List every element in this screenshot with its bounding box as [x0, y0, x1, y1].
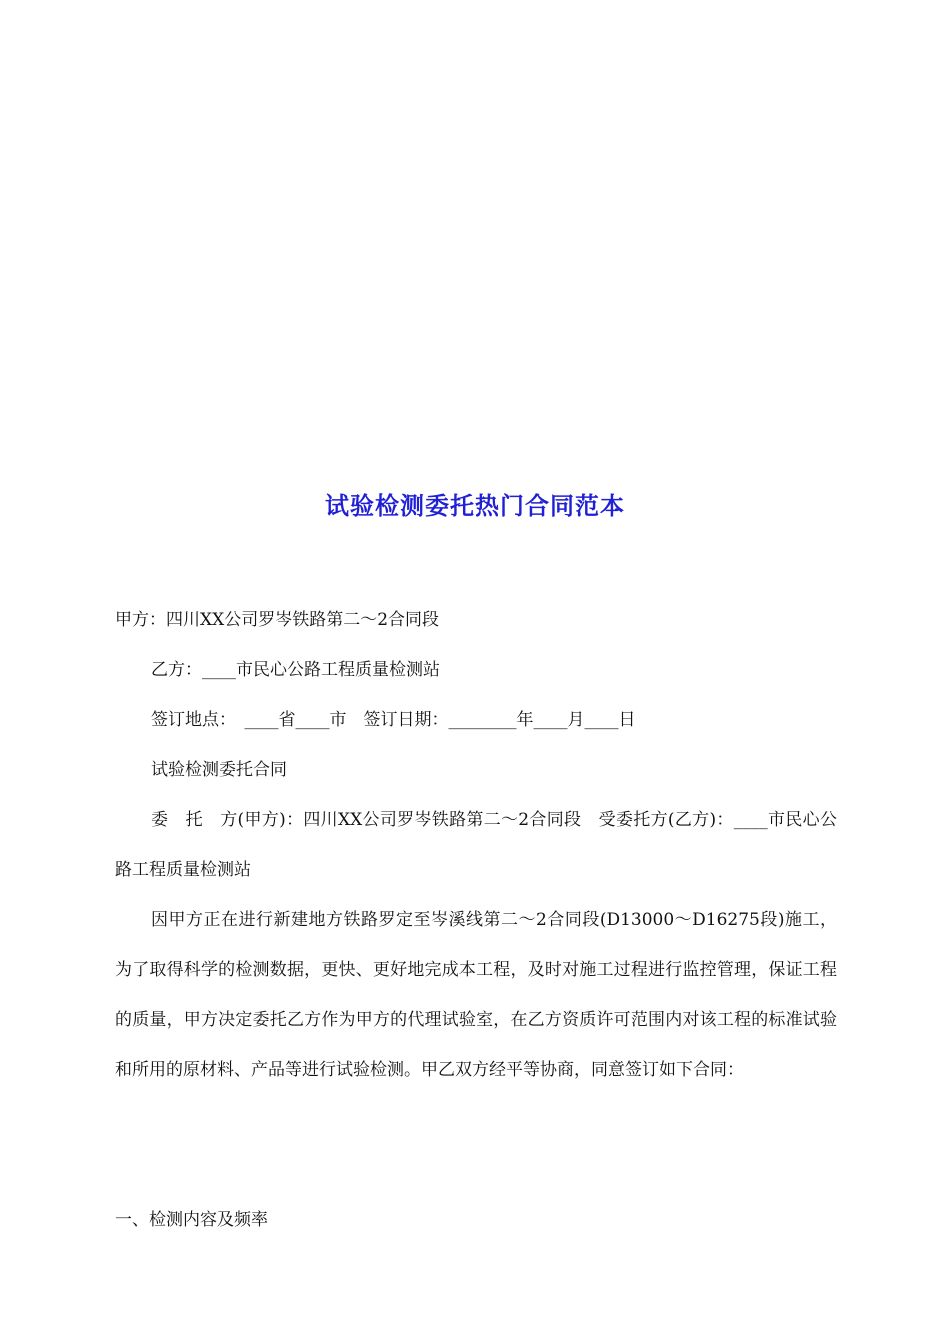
body-paragraph: 因甲方正在进行新建地方铁路罗定至岑溪线第二～2合同段(D13000～D16275段)施工，为了取得科学的检测数据，更快、更好地完成本工程，及时对施工过程进行监控管理，保证工程的质量，甲方决定委托乙方作为甲方的代理试验室，在乙方资质许可范围内对该工程的标准试验和所用的原材料、产品等进行试验检测。甲乙双方经平等协商，同意签订如下合同：	[115, 910, 837, 1080]
party-b-line: 乙方：____市民心公路工程质量检测站	[151, 660, 440, 680]
parties-paragraph: 委 托 方(甲方)：四川XX公司罗岑铁路第二～2合同段 受委托方(乙方)：____市民心公路工程质量检测站	[115, 810, 837, 880]
party-a-line: 甲方：四川XX公司罗岑铁路第二～2合同段	[115, 610, 440, 630]
document-title: 试验检测委托热门合同范本	[325, 492, 625, 520]
section-1-heading: 一、检测内容及频率	[115, 1210, 268, 1230]
contract-name-line: 试验检测委托合同	[151, 760, 287, 780]
sign-info-line: 签订地点： ____省____市 签订日期：________年____月____日	[151, 710, 636, 730]
